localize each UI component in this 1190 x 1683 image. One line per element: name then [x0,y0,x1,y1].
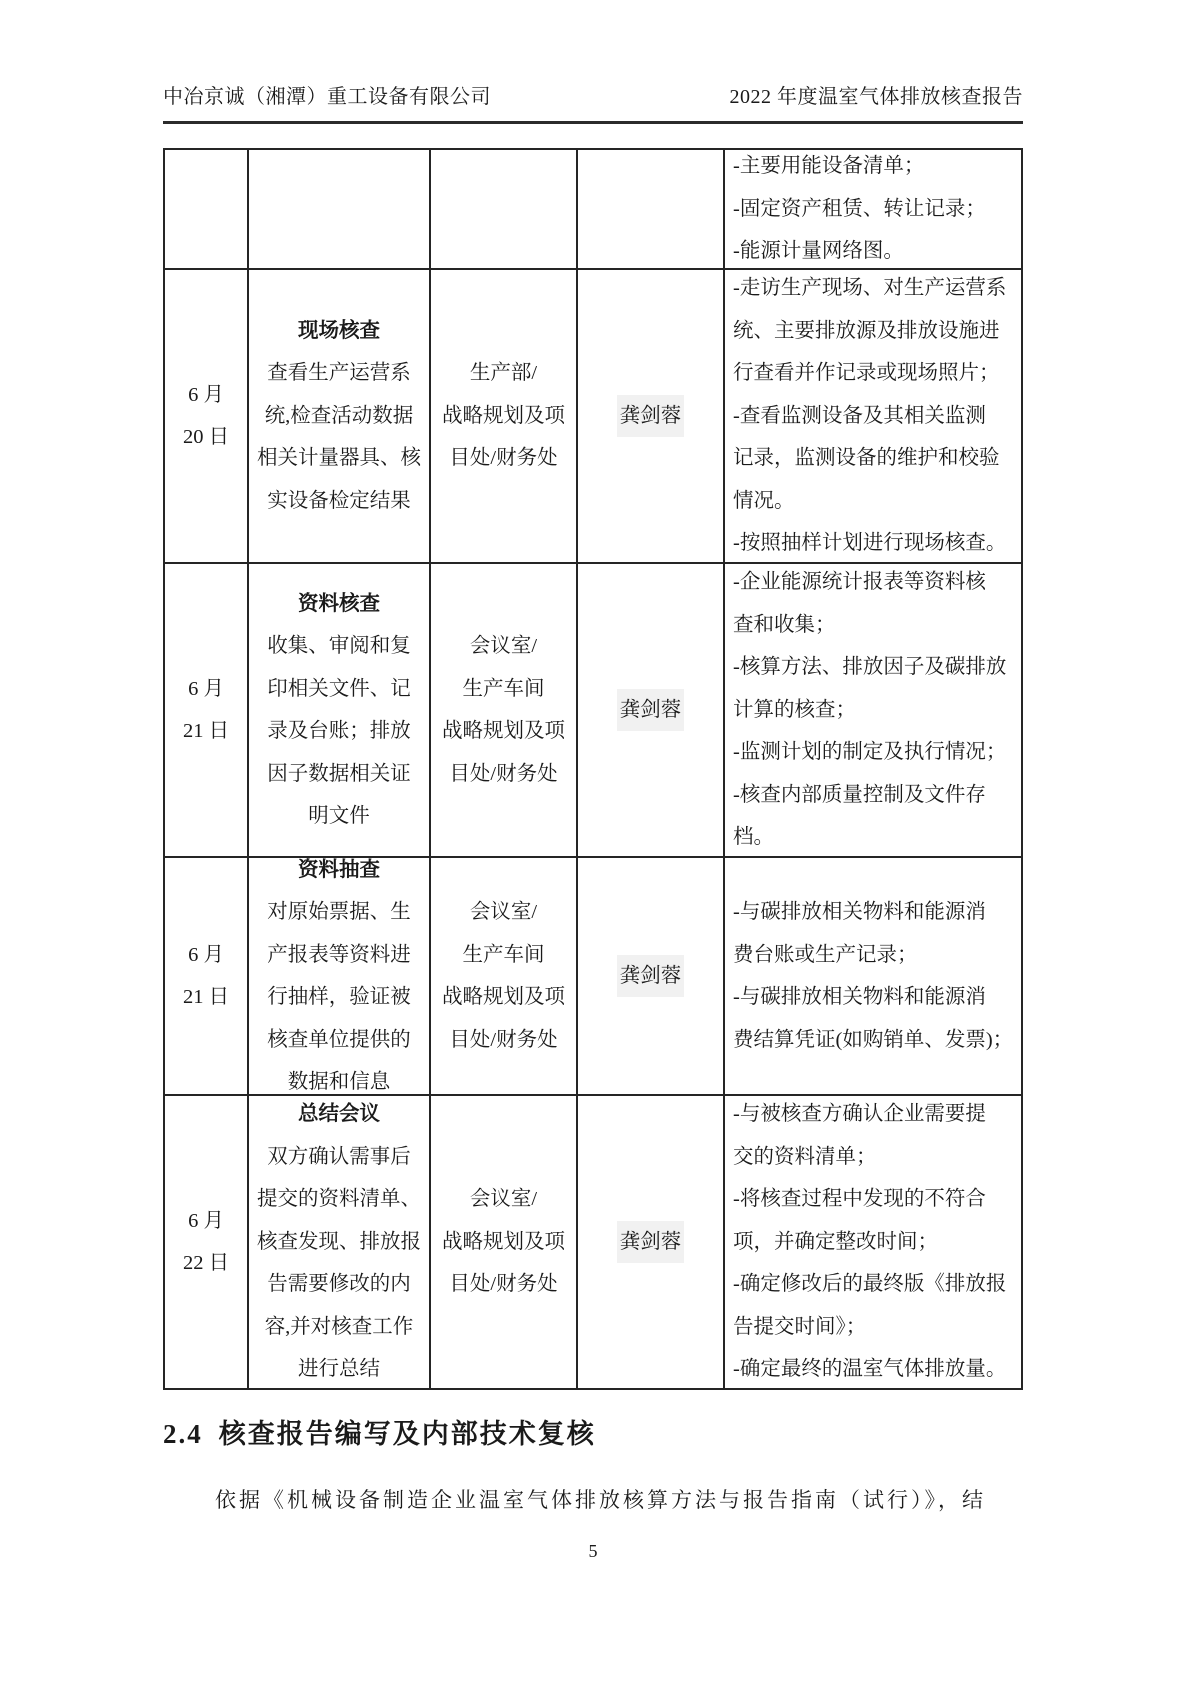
activity-line: 核查单位提供的 [267,1028,411,1051]
location-cell [431,150,578,268]
location-line: 会议室/ [469,901,538,923]
person-name: 龚剑蓉 [617,955,685,998]
detail-line: 告提交时间》； [733,1315,867,1338]
person-cell [578,270,725,562]
person-name: 龚剑蓉 [617,689,685,732]
activity-title: 资料核查 [298,592,380,615]
person-cell [578,1096,725,1388]
location-cell [431,1096,578,1388]
date-line: 21 日 [182,720,230,742]
location-line: 会议室/ [469,1188,538,1211]
detail-line: 查和收集； [733,613,836,636]
detail-line: 计算的核查； [733,698,856,721]
table-row [165,564,1021,858]
detail-line: 档。 [733,826,774,849]
details-cell [725,270,1021,562]
body-paragraph: 依据《机械设备制造企业温室气体排放核算方法与报告指南（试行）》，结 [215,1488,986,1512]
detail-line: 统、主要排放源及排放设施进 [733,319,1000,342]
detail-line: -按照抽样计划进行现场核查。 [733,532,1007,555]
activity-cell [249,150,431,268]
detail-line: 记录，监测设备的维护和校验 [733,447,1000,470]
activity-line: 因子数据相关证 [267,762,411,785]
date-line: 6 月 [188,677,224,700]
location-cell [431,270,578,562]
detail-line: -与碳排放相关物料和能源消 [733,901,986,923]
activity-line: 产报表等资料进 [267,943,411,966]
detail-line: -与碳排放相关物料和能源消 [733,986,986,1008]
activity-line: 印相关文件、记 [267,677,411,700]
date-line: 6 月 [188,383,224,406]
table-row [165,270,1021,564]
activity-line: 录及台账；排放 [267,720,411,742]
detail-line: -走访生产现场、对生产运营系 [733,277,1007,300]
location-line: 战略规划及项 [442,986,565,1008]
activity-cell [249,858,431,1094]
activity-line: 提交的资料清单、 [257,1188,421,1211]
details-cell [725,150,1021,268]
date-cell [165,564,249,856]
location-cell [431,858,578,1094]
detail-line: -核查内部质量控制及文件存 [733,783,986,806]
date-line: 6 月 [188,943,224,966]
details-cell [725,1096,1021,1388]
detail-line: -将核查过程中发现的不符合 [733,1188,986,1211]
activity-line: 行抽样，验证被 [267,986,411,1008]
page-content [163,0,1023,1562]
location-line: 战略规划及项 [442,1230,565,1253]
activity-line: 容,并对核查工作 [264,1315,414,1338]
person-cell [578,564,725,856]
person-cell [578,150,725,268]
detail-line: 项，并确定整改时间； [733,1230,938,1253]
activity-line: 查看生产运营系 [267,362,411,385]
detail-line: -主要用能设备清单； [733,155,925,178]
activity-cell [249,1096,431,1388]
date-cell [165,150,249,268]
section-title: 核查报告编写及内部技术复核 [218,1419,596,1449]
detail-line: 行查看并作记录或现场照片； [733,362,1000,385]
location-cell [431,564,578,856]
table-row [165,858,1021,1096]
detail-line: -确定修改后的最终版《排放报 [733,1273,1007,1296]
activity-line: 统,检查活动数据 [264,404,414,427]
activity-title: 现场核查 [298,319,380,342]
activity-line: 进行总结 [298,1358,380,1381]
date-cell [165,270,249,562]
date-line: 22 日 [182,1252,230,1274]
section-number: 2.4 [163,1419,203,1449]
date-cell [165,858,249,1094]
activity-cell [249,270,431,562]
location-line: 战略规划及项 [442,404,565,427]
header-report-title: 2022 年度温室气体排放核查报告 [729,86,1023,108]
location-line: 目处/财务处 [449,762,558,785]
detail-line: -与被核查方确认企业需要提 [733,1103,986,1126]
activity-line: 数据和信息 [287,1071,391,1093]
page-number: 5 [588,1540,598,1561]
location-line: 目处/财务处 [449,1273,558,1296]
activity-title: 总结会议 [298,1103,380,1126]
activity-line: 告需要修改的内 [267,1273,411,1296]
detail-line: -固定资产租赁、转让记录； [733,197,986,220]
location-line: 战略规划及项 [442,720,565,742]
person-name: 龚剑蓉 [617,395,685,438]
section-heading [163,1412,1023,1451]
detail-line: 交的资料清单； [733,1145,877,1168]
activity-title: 资料抽查 [298,858,380,881]
header-company-name: 中冶京诚（湘潭）重工设备有限公司 [163,86,491,108]
activity-line: 实设备检定结果 [267,489,411,512]
date-line: 21 日 [182,986,230,1008]
location-line: 目处/财务处 [449,447,558,470]
detail-line: 情况。 [733,489,795,512]
activity-line: 对原始票据、生 [267,901,411,923]
activity-line: 双方确认需事后 [267,1145,411,1168]
activity-line: 收集、审阅和复 [267,635,411,657]
verification-schedule-table [163,148,1023,1390]
activity-line: 相关计量器具、核 [257,447,421,470]
location-line: 生产部/ [469,362,538,385]
location-line: 目处/财务处 [449,1028,558,1051]
details-cell [725,564,1021,856]
detail-line: -核算方法、排放因子及碳排放 [733,656,1007,679]
detail-line: -确定最终的温室气体排放量。 [733,1358,1007,1381]
page-header [163,0,1023,124]
details-cell [725,858,1021,1094]
person-cell [578,858,725,1094]
date-line: 6 月 [188,1209,224,1232]
table-row [165,150,1021,270]
activity-cell [249,564,431,856]
detail-line: 费台账或生产记录； [733,943,918,966]
location-line: 会议室/ [469,635,538,657]
person-name: 龚剑蓉 [617,1221,685,1264]
location-line: 生产车间 [462,677,545,700]
detail-line: -查看监测设备及其相关监测 [733,404,986,427]
activity-line: 明文件 [308,805,370,827]
detail-line: -监测计划的制定及执行情况； [733,741,1007,764]
detail-line: -能源计量网络图。 [733,240,904,263]
activity-line: 核查发现、排放报 [257,1230,421,1253]
location-line: 生产车间 [462,943,545,966]
date-cell [165,1096,249,1388]
detail-line: -企业能源统计报表等资料核 [733,571,986,594]
detail-line: 费结算凭证(如购销单、发票)； [733,1028,1014,1051]
date-line: 20 日 [182,426,230,448]
table-row [165,1096,1021,1388]
